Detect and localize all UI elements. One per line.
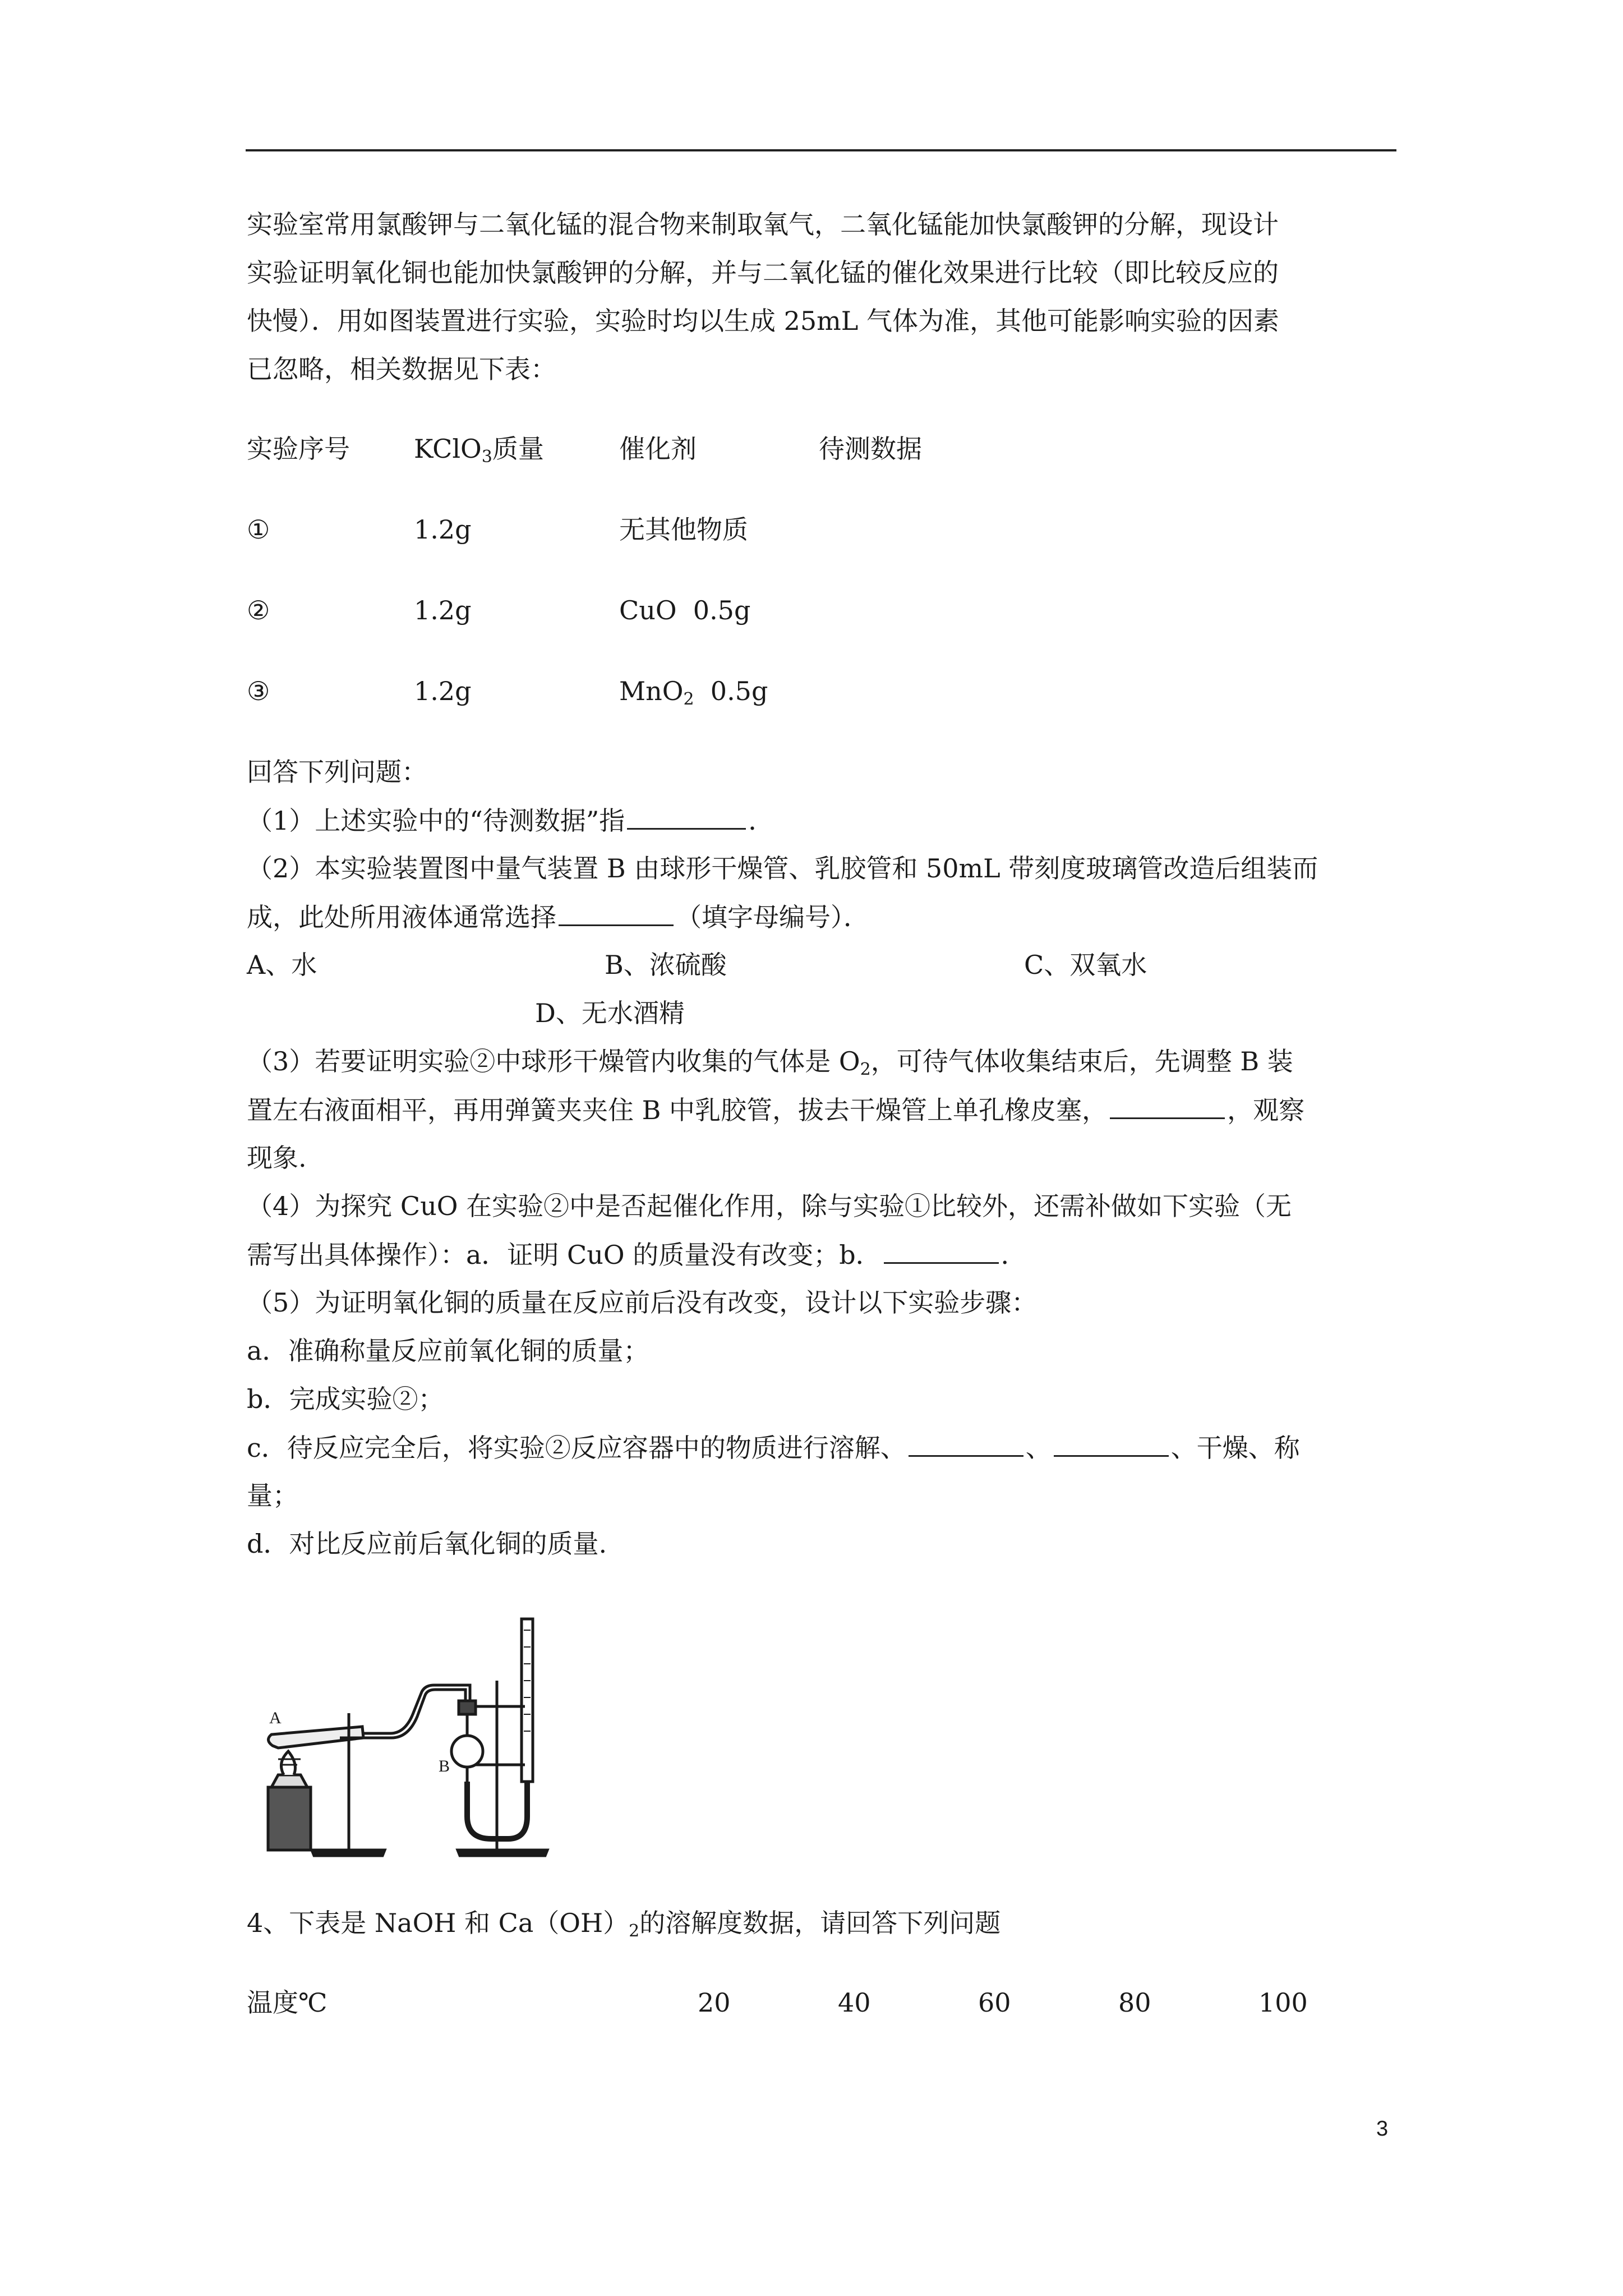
table-header-catalyst: 催化剂 <box>619 434 697 464</box>
table-header-pending-data: 待测数据 <box>819 434 922 464</box>
option-b: B、浓硫酸 <box>605 950 727 980</box>
intro-line-2: 实验证明氧化铜也能加快氯酸钾的分解，并与二氧化锰的催化效果进行比较（即比较反应的 <box>247 257 1279 288</box>
graduated-tube-icon <box>522 1619 533 1782</box>
temperature-value: 100 <box>1258 1987 1308 2018</box>
temperature-value: 20 <box>698 1987 731 2018</box>
question-5-line-1: （5）为证明氧化铜的质量在反应前后没有改变，设计以下实验步骤： <box>247 1287 1038 1318</box>
question-4-line-2: 需写出具体操作）：a．证明 CuO 的质量没有改变；b． ． <box>247 1237 1027 1272</box>
question-3-line-1: （3）若要证明实验②中球形干燥管内收集的气体是 $O_2$，可待气体收集结束后，先调整 B 装 <box>247 1046 1293 1079</box>
answer-blank[interactable] <box>559 900 674 926</box>
question-5-step-d: d．对比反应前后氧化铜的质量. <box>247 1529 607 1559</box>
table-row-1-mass: 1.2g <box>414 514 472 545</box>
answer-blank[interactable] <box>884 1237 999 1264</box>
question-4-line-1: （4）为探究 CuO 在实验②中是否起催化作用，除与实验①比较外，还需补做如下实验（无 <box>247 1191 1292 1221</box>
questions-lead: 回答下列问题： <box>247 757 427 787</box>
table-row-2-no: ② <box>247 595 270 625</box>
intro-line-4: 已忽略，相关数据见下表： <box>247 354 556 384</box>
label-a: A <box>269 1709 282 1727</box>
temperature-value: 80 <box>1118 1987 1151 2018</box>
answer-blank[interactable] <box>1110 1093 1225 1119</box>
option-c: C、双氧水 <box>1024 950 1147 980</box>
temperature-value: 60 <box>978 1987 1011 2018</box>
question-5-step-a: a．准确称量反应前氧化铜的质量； <box>247 1336 649 1366</box>
table-row-1-no: ① <box>247 514 270 545</box>
question-5-step-b: b．完成实验②； <box>247 1384 444 1414</box>
apparatus-figure <box>245 1596 581 1860</box>
table-row-3-mass: 1.2g <box>414 676 472 706</box>
answer-blank[interactable] <box>909 1430 1023 1457</box>
table-row-3-catalyst: MnO$_2$ 0.5g <box>619 676 768 709</box>
temperature-label: 温度℃ <box>247 1987 328 2018</box>
table-row-2-mass: 1.2g <box>414 595 472 625</box>
table-row-2-catalyst: CuO 0.5g <box>619 595 751 625</box>
burner-icon <box>268 1751 311 1850</box>
question-3-line-2: 置左右液面相平，再用弹簧夹夹住 B 中乳胶管，拔去干燥管上单孔橡皮塞， ，观察 <box>247 1093 1304 1127</box>
question-2-line-1: （2）本实验装置图中量气装置 B 由球形干燥管、乳胶管和 50mL 带刻度玻璃管改造后组装而 <box>247 853 1318 884</box>
answer-blank[interactable] <box>1054 1430 1169 1457</box>
table-row-3-no: ③ <box>247 676 270 706</box>
intro-line-3: 快慢）．用如图装置进行实验，实验时均以生成 25mL 气体为准，其他可能影响实验的因素 <box>247 306 1279 336</box>
question-5-step-c-cont: 量； <box>247 1480 298 1511</box>
drying-tube-icon <box>439 1701 483 1782</box>
option-a: A、水 <box>247 950 317 980</box>
table-row-1-catalyst: 无其他物质 <box>619 514 748 545</box>
question-5-step-c: c．待反应完全后，将实验②反应容器中的物质进行溶解、 、 、干燥、称 <box>247 1430 1300 1465</box>
table-header-mass: KClO$_3$质量 <box>414 434 544 467</box>
intro-line-1: 实验室常用氯酸钾与二氧化锰的混合物来制取氧气，二氧化锰能加快氯酸钾的分解，现设计 <box>247 209 1279 240</box>
temperature-value: 40 <box>838 1987 871 2018</box>
label-b: B <box>439 1757 450 1775</box>
option-d: D、无水酒精 <box>535 998 685 1028</box>
question-2-line-2: 成，此处所用液体通常选择 （填字母编号）． <box>247 900 869 934</box>
answer-blank[interactable] <box>627 803 746 830</box>
delivery-tube-icon <box>362 1685 470 1738</box>
header-rule <box>246 149 1396 151</box>
question-4-title: 4、下表是 NaOH 和 $Ca(OH)_2$的溶解度数据，请回答下列问题 <box>247 1908 1001 1941</box>
table-header-no: 实验序号 <box>247 434 350 464</box>
page-number: 3 <box>1376 2117 1389 2141</box>
question-3-line-3: 现象. <box>247 1143 307 1173</box>
question-1: （1）上述实验中的“待测数据”指 ． <box>247 803 774 838</box>
